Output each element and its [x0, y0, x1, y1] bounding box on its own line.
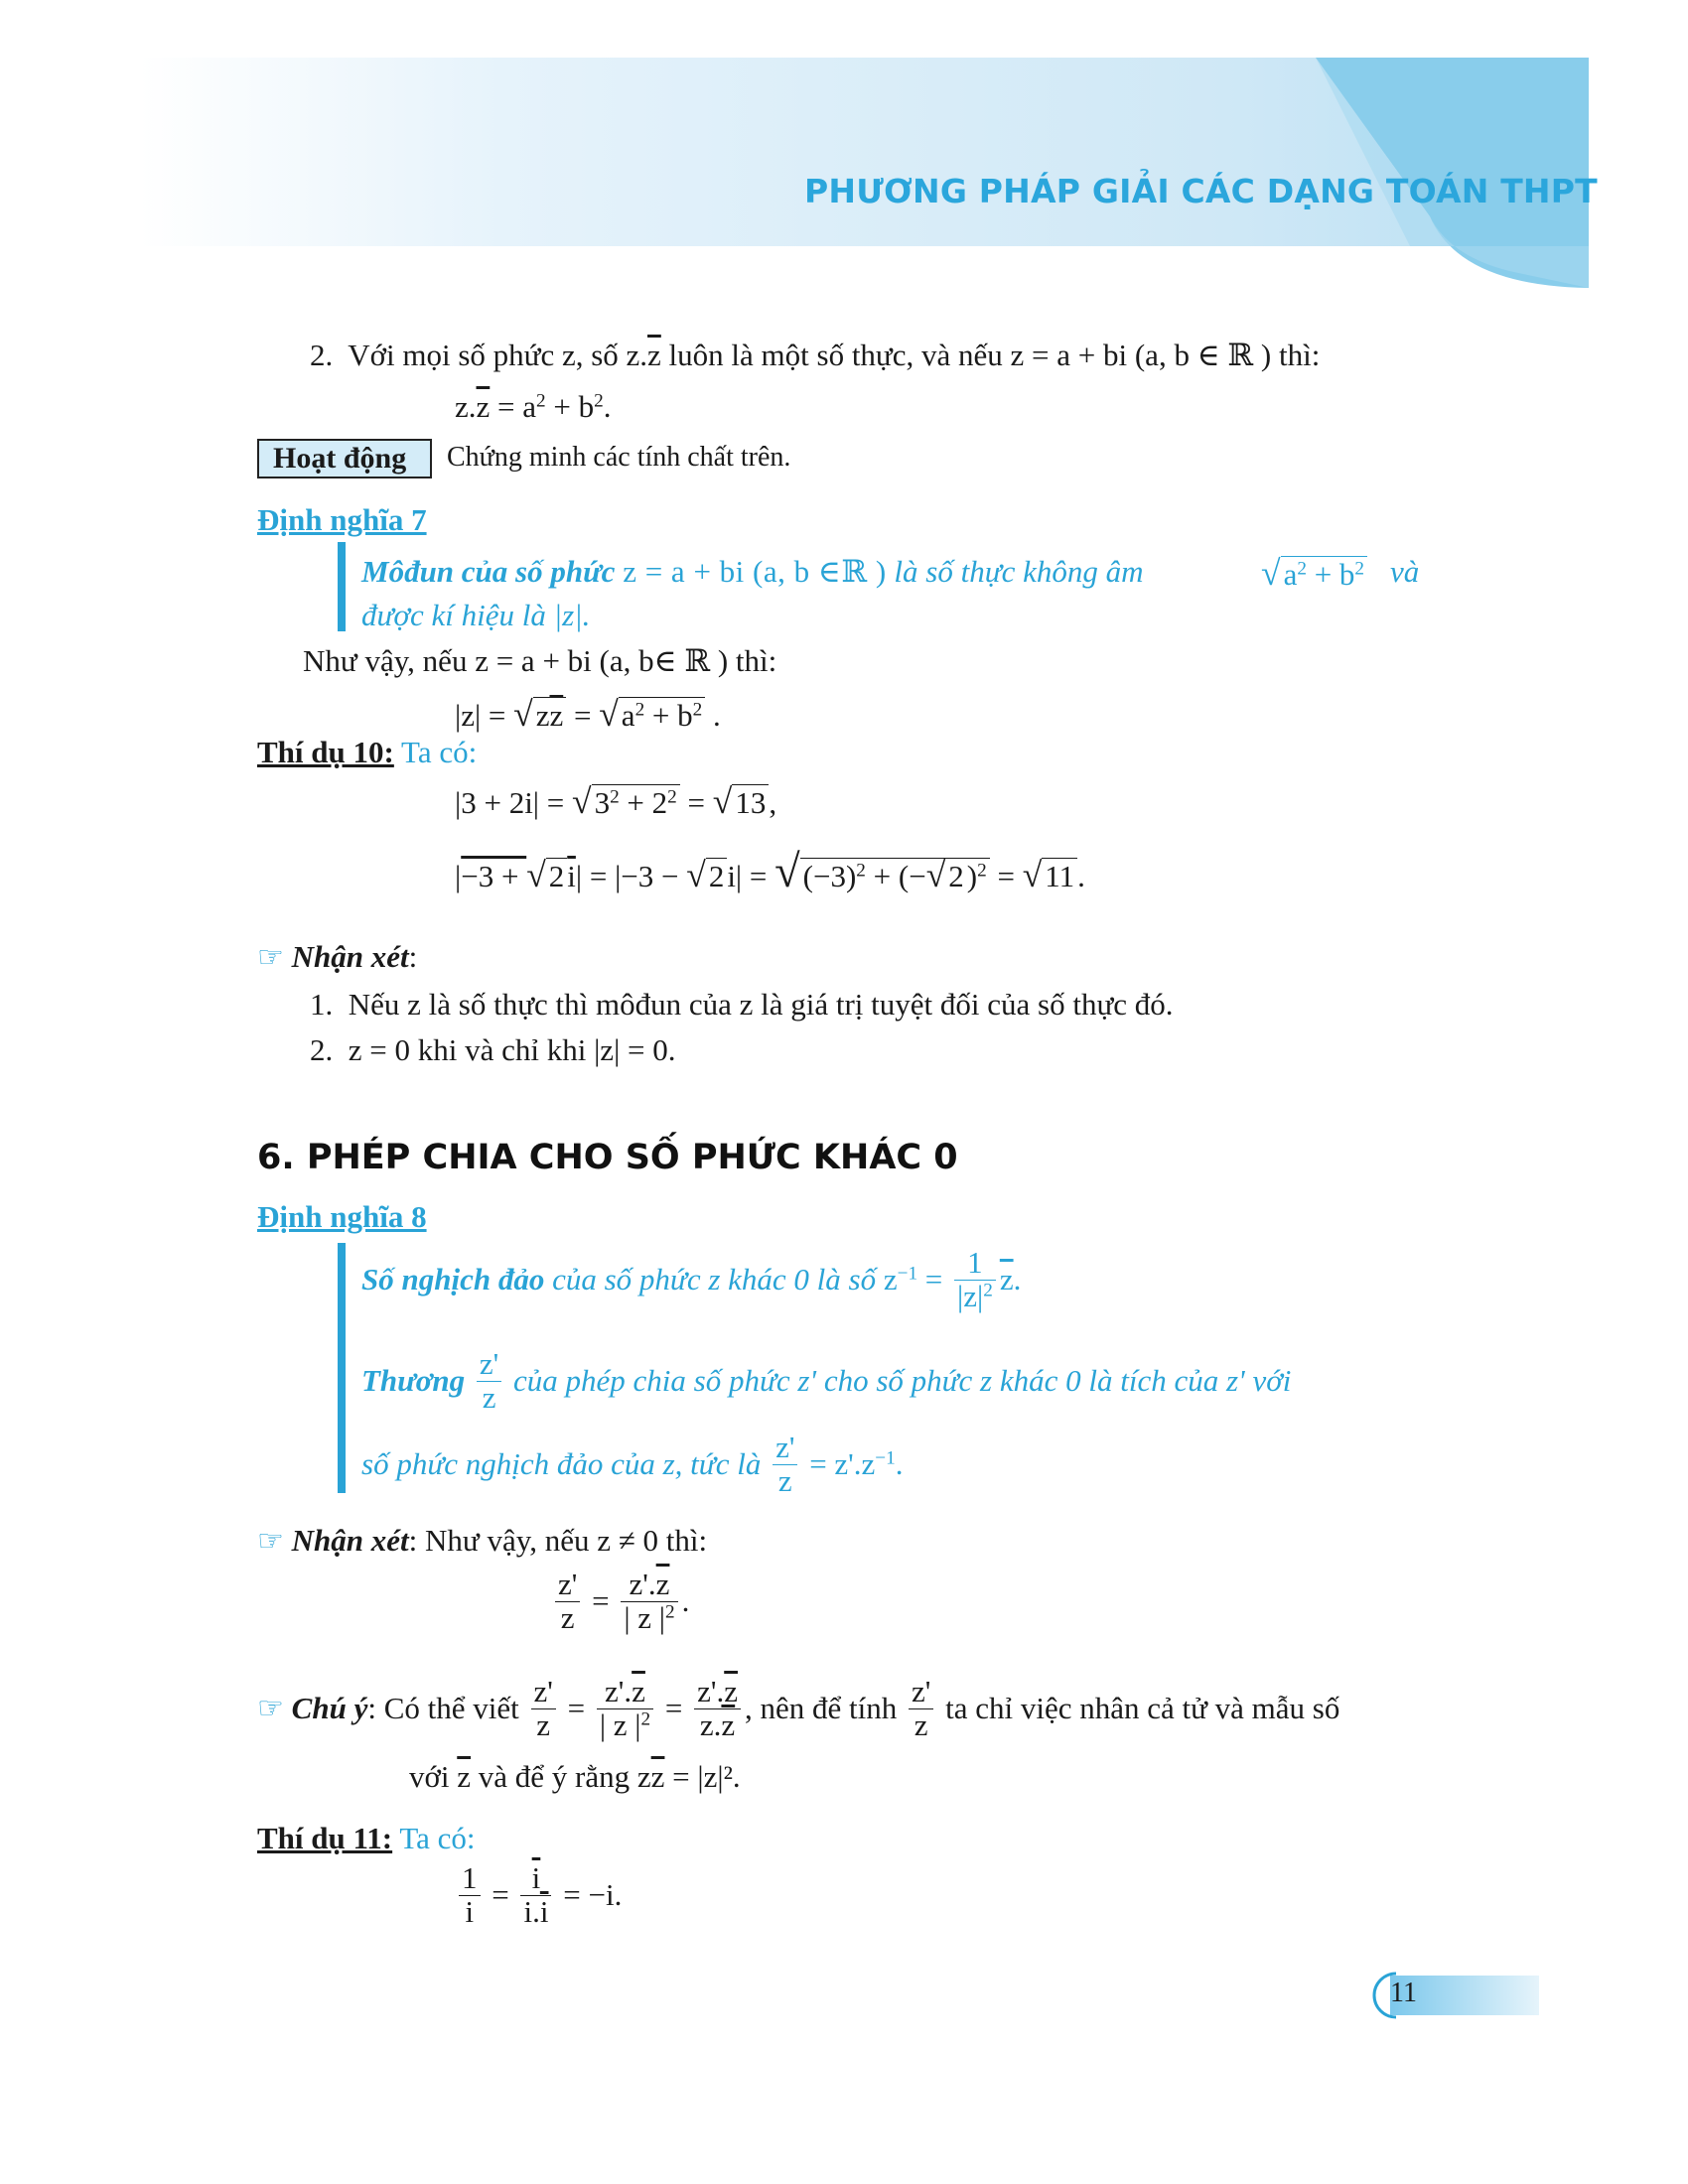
- remark1-item-1: 1. Nếu z là số thực thì môđun của z là giá trị tuyệt đối của số thực đó.: [310, 987, 1174, 1022]
- def7-and: và: [1390, 554, 1420, 589]
- example10-heading: [257, 735, 477, 770]
- def7-sqrt: $√a^2 + b^2$: [1261, 552, 1367, 594]
- pointing-hand-icon: ☞: [257, 1524, 284, 1559]
- pointing-hand-icon: ☞: [257, 940, 284, 975]
- def7-bar: [338, 542, 346, 631]
- def7-rest: là số thực không âm: [894, 554, 1144, 589]
- example10-text: Ta có:: [401, 735, 478, 769]
- def7-plain: z = a + bi (a, b ∈ℝ ): [623, 554, 887, 589]
- example11-formula: $\frac{1}{i}$ = $\frac{\overline{i}}{i.\overline{i}}$ = −i.: [455, 1862, 622, 1928]
- def7-title: Định nghĩa 7: [257, 502, 427, 537]
- example10-formula-1: $|3 + 2i| = √3^2 + 2^2 = √13$,: [455, 781, 777, 821]
- def8-line-2: Thương $\frac{z'}{z}$ của phép chia số phức z' cho số phức z khác 0 là tích của z' với: [361, 1346, 1292, 1415]
- remark2-heading: ☞ Nhận xét: Như vậy, nếu z ≠ 0 thì:: [257, 1523, 708, 1559]
- modulus-formula: $|z| = √z\overline{z} = √a^2 + b^2$ .: [455, 694, 721, 734]
- example10-label: Thí dụ 10:: [257, 735, 394, 769]
- activity-box: [257, 439, 432, 478]
- page-number: 11: [1390, 1978, 1417, 2008]
- section6-title: 6. PHÉP CHIA CHO SỐ PHỨC KHÁC 0: [257, 1138, 958, 1177]
- example10-formula-2: $|-3 + √2i| = |-3 - √2i| = √(-3)^2 + (-√2)^2 = √11$.: [455, 847, 1085, 897]
- page-number-tab: [1366, 1972, 1539, 2019]
- def7-bold: Môđun của số phức: [361, 554, 616, 589]
- remark1-heading: ☞ Nhận xét:: [257, 939, 418, 975]
- def7-follow: Như vậy, nếu z = a + bi (a, b∈ ℝ ) thì:: [303, 643, 777, 678]
- activity-text: Chứng minh các tính chất trên.: [447, 442, 791, 473]
- remark2-formula: $\frac{z'}{z}$ = $\frac{z'.\overline{z}}{| z |^2}$ .: [551, 1569, 689, 1634]
- def7-line-1: [361, 554, 1144, 590]
- intro-formula: $z.\overline{z} = a^2 + b^2$.: [455, 389, 612, 424]
- intro-item-2-text-a: Với mọi số phức z, số z.: [348, 338, 648, 372]
- note-line-2: với $\overline{z}$ và để ý rằng $z\overline{z} = |z|^2$.: [409, 1759, 741, 1794]
- intro-item-2-text-b: luôn là một số thực, và nếu z = a + bi (a, b ∈ ℝ ) thì:: [668, 338, 1321, 372]
- def8-line-1: Số nghịch đảo của số phức z khác 0 là số $z^{-1}$ = $\frac{1}{|z|^2}$ $\overline{z}$.: [361, 1245, 1022, 1313]
- def8-title: Định nghĩa 8: [257, 1199, 427, 1234]
- remark1-item-2: 2. z = 0 khi và chỉ khi |z| = 0.: [310, 1032, 676, 1067]
- remark1-label: Nhận xét: [291, 939, 409, 974]
- pointing-hand-icon: ☞: [257, 1691, 284, 1726]
- header-title: PHƯƠNG PHÁP GIẢI CÁC DẠNG TOÁN THPT: [804, 172, 1598, 210]
- def7-line-2: được kí hiệu là |z|.: [361, 598, 591, 632]
- intro-item-2: 2. Với mọi số phức z, số $z.\overline{z}$ luôn là một số thực, và nếu z = a + bi (a, b ∈ ℝ ) thì:: [310, 338, 1321, 372]
- activity-label: Hoạt động: [273, 442, 407, 475]
- intro-item-2-number: 2.: [310, 338, 334, 372]
- def8-line-3: số phức nghịch đảo của z, tức là $\frac{z'}{z}$ = $z'.z^{-1}$.: [361, 1430, 904, 1498]
- note-line-1: ☞ Chú ý: Có thể viết $\frac{z'}{z}$ = $\frac{z'.\overline{z}}{| z |^2}$ = $\frac{z'.\overline{z}}{z.\overline{z}}$ , nên để tính $\frac{z'}{z}$ ta chỉ việc nhân cả tử và mẫu số: [257, 1674, 1340, 1742]
- header-banner: [139, 58, 1598, 288]
- def8-bar: [338, 1243, 346, 1493]
- example11-heading: Thí dụ 11: Ta có:: [257, 1821, 476, 1855]
